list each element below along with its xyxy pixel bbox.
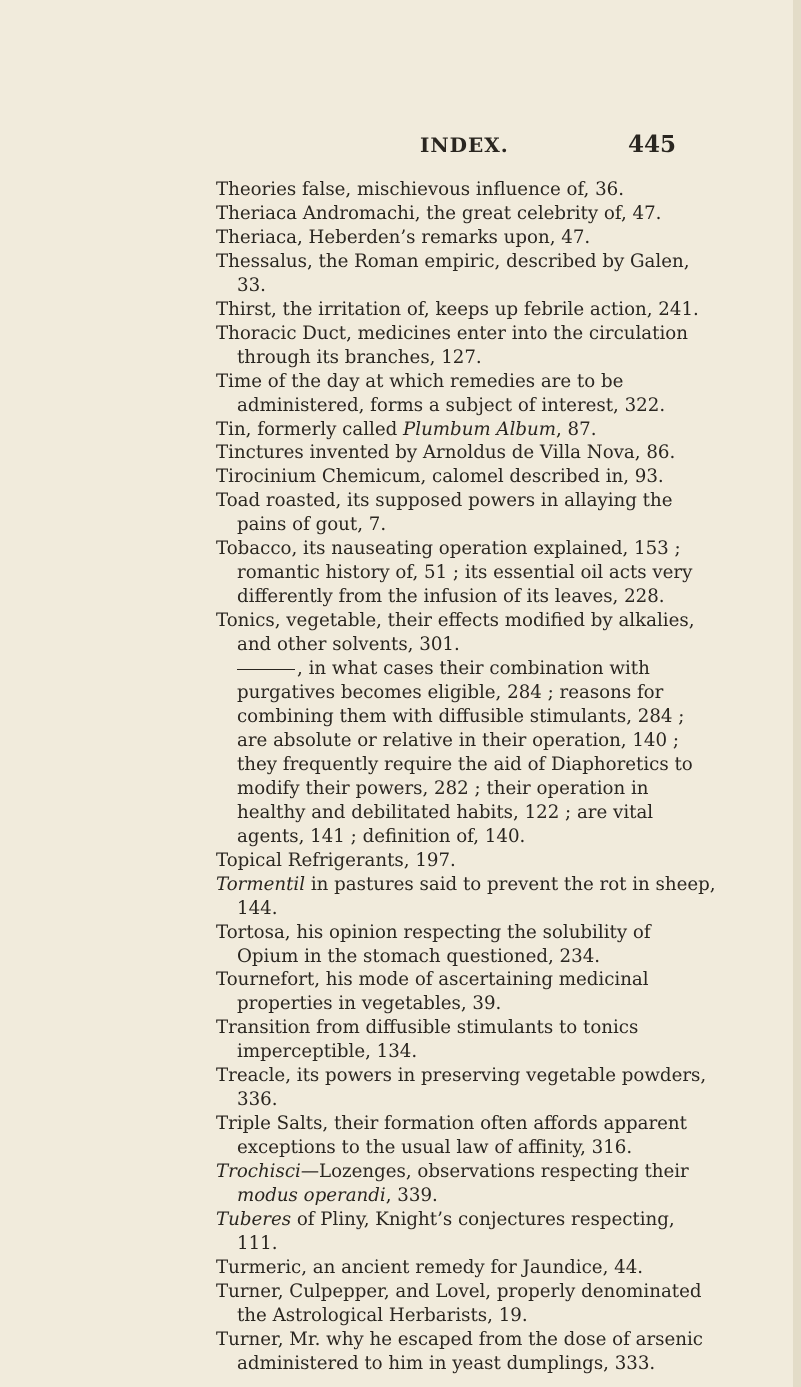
index-entry: Treacle, its powers in preserving vegetable powders, 336. bbox=[216, 1065, 707, 1111]
index-entry: Thoracic Duct, medicines enter into the circulation through its branches, 127. bbox=[216, 322, 688, 368]
index-entry: Thirst, the irritation of, keeps up febrile action, 241. bbox=[216, 298, 699, 320]
index-entry: , in what cases their combination with purgatives becomes eligible, 284 ; reasons for combining them with diffusible stimulants, 284 ; are absolute or relative in their operation, 140 ; they frequently require the aid of Diaphoretics to modify their powers, 282 ; their operation in healthy and debilitated habits, 122 ; are vital agents, 141 ; definition of, 140. bbox=[237, 658, 693, 847]
page-number: 445 bbox=[628, 131, 677, 158]
index-entry: Transition from diffusible stimulants to tonics imperceptible, 134. bbox=[216, 1017, 639, 1063]
index-entry: Turner, Culpepper, and Lovel, properly denominated the Astrological Herbarists, 19. bbox=[216, 1280, 702, 1326]
index-entry: Toad roasted, its supposed powers in allaying the pains of gout, 7. bbox=[216, 490, 673, 536]
index-entry: Turner, Mr. why he escaped from the dose of arsenic administered to him in yeast dumplings, 333. bbox=[216, 1328, 703, 1374]
page-edge bbox=[793, 0, 801, 1387]
index-entry: Topical Refrigerants, 197. bbox=[216, 849, 456, 871]
index-entry: Tin, formerly called Plumbum Album, 87. bbox=[216, 418, 597, 440]
index-entry: Theories false, mischievous influence of, 36. bbox=[216, 179, 625, 200]
header-title: INDEX. bbox=[420, 133, 509, 157]
index-entry: Tirocinium Chemicum, calomel described in, 93. bbox=[216, 466, 664, 488]
index-entry: Thessalus, the Roman empiric, described by Galen, 33. bbox=[216, 250, 690, 296]
index-entry: Tobacco, its nauseating operation explained, 153 ; romantic history of, 51 ; its essential oil acts very differently from the infusion of its leaves, 228. bbox=[216, 538, 693, 608]
index-entry: Trochisci—Lozenges, observations respecting their modus operandi, 339. bbox=[216, 1161, 689, 1207]
index-entry: Tormentil in pastures said to prevent the rot in sheep, 144. bbox=[216, 873, 716, 919]
index-entry: Tournefort, his mode of ascertaining medicinal properties in vegetables, 39. bbox=[216, 969, 649, 1015]
index-entry: Theriaca, Heberden’s remarks upon, 47. bbox=[216, 226, 591, 248]
running-header bbox=[0, 133, 801, 163]
index-entry: Tonics, vegetable, their effects modified by alkalies, and other solvents, 301. bbox=[216, 610, 695, 656]
index-entries bbox=[216, 178, 716, 1376]
index-entry: Time of the day at which remedies are to be administered, forms a subject of interest, 322. bbox=[216, 370, 666, 416]
index-entry: Tuberes of Pliny, Knight’s conjectures respecting, 111. bbox=[216, 1208, 675, 1254]
index-entry: Tortosa, his opinion respecting the solubility of Opium in the stomach questioned, 234. bbox=[216, 921, 651, 967]
index-entry: Tinctures invented by Arnoldus de Villa Nova, 86. bbox=[216, 442, 676, 464]
index-entry: Theriaca Andromachi, the great celebrity of, 47. bbox=[216, 202, 662, 224]
index-entry: Turmeric, an ancient remedy for Jaundice, 44. bbox=[216, 1256, 644, 1278]
index-entry: Triple Salts, their formation often affords apparent exceptions to the usual law of affinity, 316. bbox=[216, 1113, 687, 1159]
ditto-dash bbox=[237, 669, 295, 670]
